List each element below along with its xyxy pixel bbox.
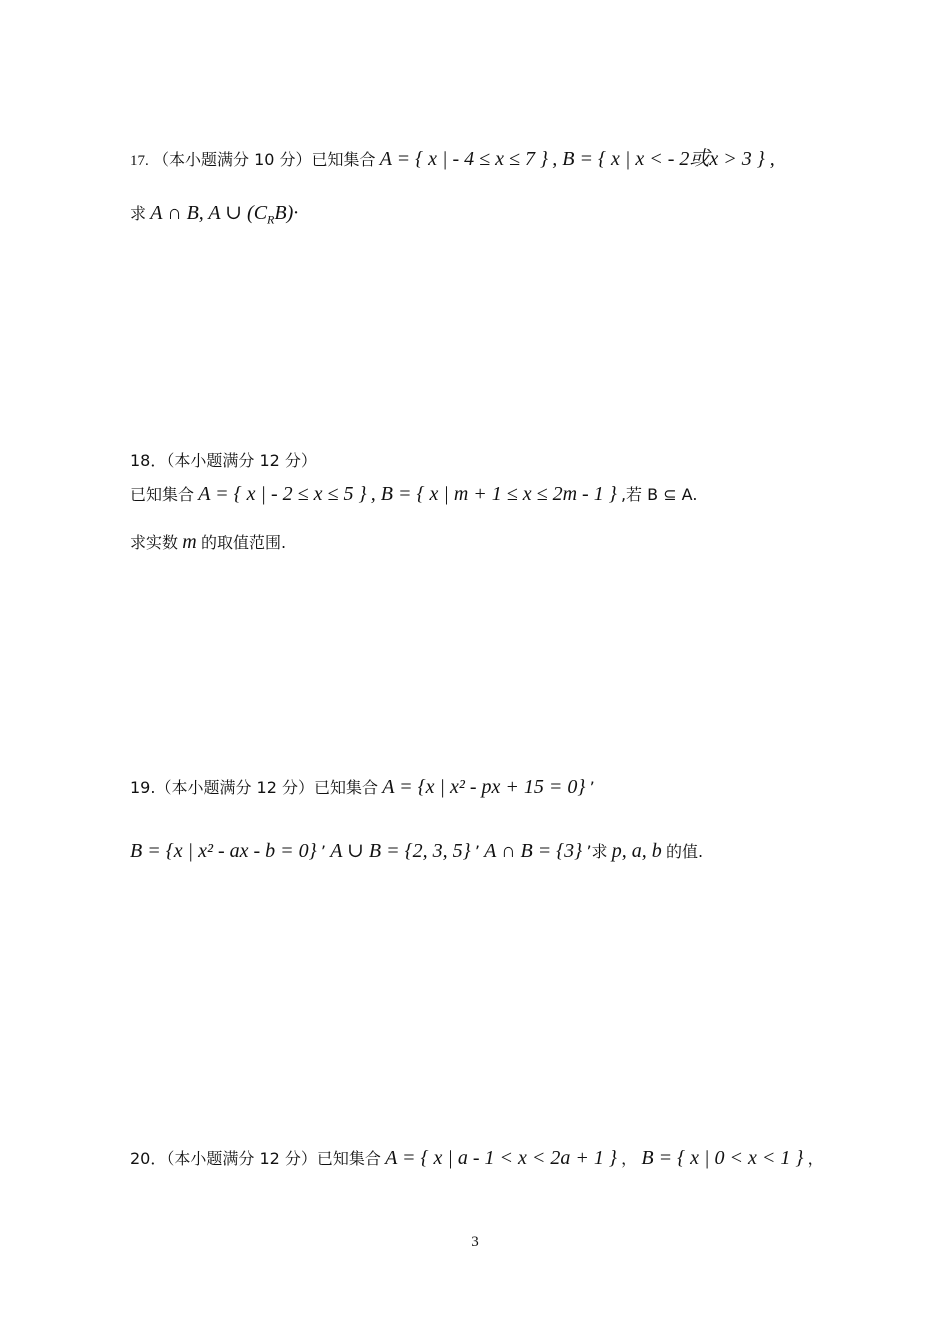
q19-comma3: ’ [474,842,480,861]
q18-given: 已知集合 [130,485,195,504]
q17-set-a: A = { x | - 4 ≤ x ≤ 7 } [379,148,549,170]
q18-line3 [130,530,286,554]
q18-set-b: , B = { x | m + 1 ≤ x ≤ 2m - 1 } [370,483,617,505]
q19-set-b: B = {x | x² - ax - b = 0} [130,840,317,862]
q18-set-a: A = { x | - 2 ≤ x ≤ 5 } [198,483,367,505]
q19-line1 [130,775,595,799]
q18-ask-end: 的取值范围. [200,533,287,552]
q17-expr: A ∩ B, A ∪ (C [150,202,268,224]
q19-header: 19.（本小题满分 12 分）已知集合 [130,778,378,797]
q17-expr-end: B)· [274,202,299,224]
q18-header: 18．（本小题满分 12 分） [130,451,317,470]
page-number: 3 [471,1234,479,1250]
q19-comma2: ’ [320,842,326,861]
q19-vars: p, a, b [611,840,662,862]
q20-sep: ， [621,1149,638,1168]
q17-ask: 求 [130,204,147,223]
q19-ask: ’求 [586,842,608,861]
q17-line1 [130,142,775,171]
q19-comma1: ’ [589,778,595,797]
q18-ask: 求实数 [130,533,179,552]
q17-line2 [130,200,298,227]
q20-line1 [130,1146,824,1170]
q19-set-a: A = {x | x² - px + 15 = 0} [382,776,586,798]
q17-set-b: , B = { x | x < - 2或x > 3 } , [552,148,775,170]
q20-set-a: A = { x | a - 1 < x < 2a + 1 } [385,1147,617,1169]
q18-line2 [130,482,697,506]
q20-header: 20．（本小题满分 12 分）已知集合 [130,1149,381,1168]
q17-sub: R [267,212,275,227]
q17-number: 17. [130,153,149,169]
q18-var: m [182,531,197,553]
q20-set-b: B = { x | 0 < x < 1 } [641,1147,804,1169]
q18-line1 [130,448,317,471]
q17-header: （本小题满分 10 分）已知集合 [153,150,376,169]
q19-union: A ∪ B = {2, 3, 5} [330,840,471,862]
q18-cond: ,若 B ⊆ A. [620,485,698,504]
q19-line2 [130,838,703,863]
q20-end: ， [807,1149,824,1168]
q19-inter: A ∩ B = {3} [484,840,583,862]
q19-ask-end: 的值. [666,842,704,861]
